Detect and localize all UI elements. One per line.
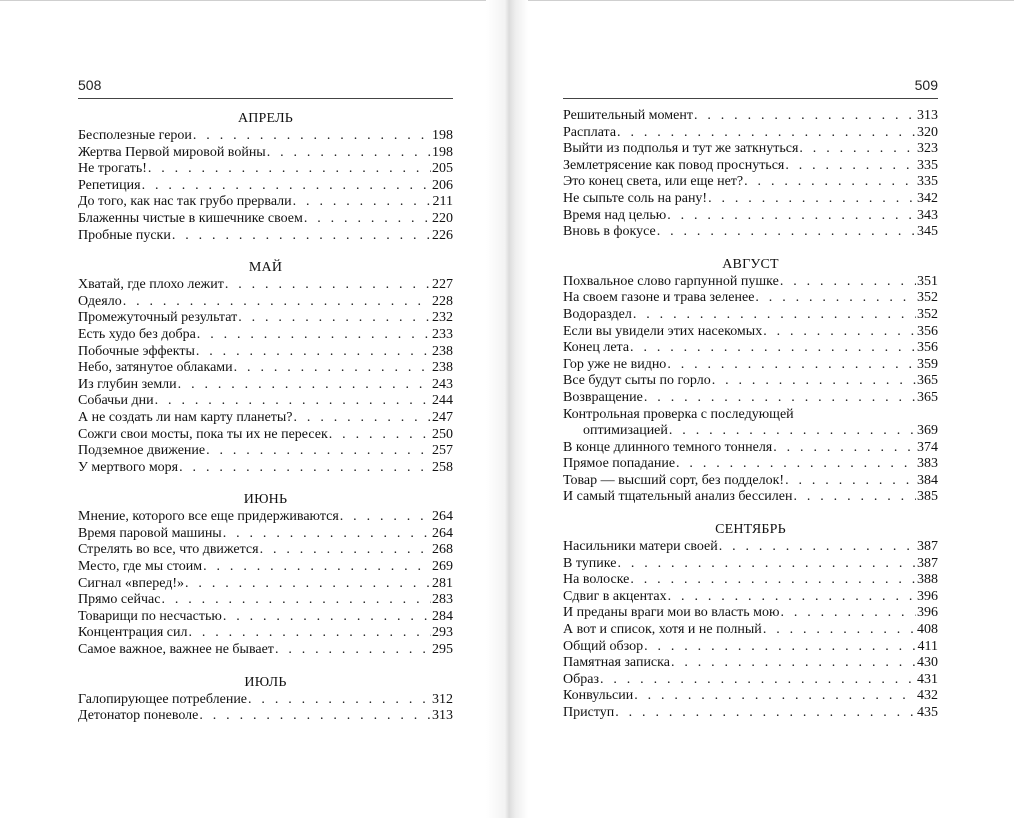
dot-leader — [148, 161, 431, 178]
toc-entry — [563, 489, 938, 506]
toc-entry-title: Концентрация сил — [78, 625, 188, 641]
dot-leader — [615, 705, 916, 722]
toc-entry — [78, 294, 453, 311]
dot-leader — [123, 294, 431, 311]
toc-entry-title: Похвальное слово гарпунной пушке — [563, 273, 779, 289]
dot-leader — [223, 609, 431, 626]
toc-entry-page: 320 — [917, 124, 938, 140]
dot-leader — [785, 473, 916, 490]
toc-entry-title: Есть худо без добра — [78, 326, 196, 342]
dot-leader — [294, 410, 431, 427]
dot-leader — [763, 324, 916, 341]
toc-entry-title: Землетрясение как повод проснуться — [563, 157, 785, 173]
toc-entry-page: 432 — [917, 688, 938, 704]
toc-entry-page: 359 — [917, 356, 938, 372]
dot-leader — [780, 605, 916, 622]
dot-leader — [712, 373, 916, 390]
toc-entry — [563, 572, 938, 589]
toc-entry — [563, 639, 938, 656]
dot-leader — [197, 327, 431, 344]
toc-entry-title: Побочные эффекты — [78, 343, 195, 359]
toc-entry-title: Это конец света, или еще нет? — [563, 174, 744, 190]
toc-entry-page: 365 — [917, 389, 938, 405]
toc-entry-title: И самый тщательный анализ бессилен — [563, 489, 793, 505]
toc-entry-page: 369 — [917, 423, 938, 439]
dot-leader — [203, 559, 431, 576]
toc-right — [563, 108, 938, 722]
toc-entry-title: Из глубин земли — [78, 376, 177, 392]
toc-entry — [78, 559, 453, 576]
toc-entry — [563, 688, 938, 705]
toc-entry-page: 238 — [432, 360, 453, 376]
page-number-left: 508 — [78, 77, 102, 93]
toc-entry-page: 345 — [917, 224, 938, 240]
toc-entry — [78, 178, 453, 195]
toc-entry-page: 312 — [432, 691, 453, 707]
dot-leader — [206, 443, 431, 460]
toc-entry-page: 227 — [432, 277, 453, 293]
toc-entry-page: 343 — [917, 207, 938, 223]
dot-leader — [667, 208, 916, 225]
toc-entry-page: 226 — [432, 227, 453, 243]
toc-entry-page: 408 — [917, 622, 938, 638]
toc-entry-title: Сдвиг в акцентах — [563, 588, 667, 604]
toc-entry-title: Конец лета — [563, 340, 630, 356]
toc-entry-title: Время над целью — [563, 207, 667, 223]
dot-leader — [667, 357, 916, 374]
toc-entry-page: 335 — [917, 174, 938, 190]
toc-entry-page: 323 — [917, 141, 938, 157]
toc-entry-title: И преданы враги мои во власть мою — [563, 605, 780, 621]
book-gutter — [486, 0, 528, 818]
right-page — [563, 0, 938, 818]
toc-entry-title: Памятная записка — [563, 655, 670, 671]
dot-leader — [267, 145, 431, 162]
toc-entry-page: 205 — [432, 161, 453, 177]
toc-entry-title: Блаженны чистые в кишечнике своем — [78, 210, 303, 226]
toc-entry-title: Не трогать! — [78, 161, 147, 177]
dot-leader — [708, 191, 916, 208]
toc-entry-page: 435 — [917, 705, 938, 720]
toc-entry-title: А вот и список, хотя и не полный — [563, 622, 762, 638]
dot-leader — [179, 460, 431, 477]
toc-entry-title: Товар — высший сорт, без подделок! — [563, 472, 785, 488]
toc-entry-title: Одеяло — [78, 293, 122, 309]
toc-entry — [78, 576, 453, 593]
toc-entry-page: 352 — [917, 306, 938, 322]
toc-entry-page: 313 — [917, 108, 938, 123]
toc-entry-title: Жертва Первой мировой войны — [78, 144, 266, 160]
month-heading: ИЮНЬ — [243, 492, 288, 508]
dot-leader — [225, 277, 431, 294]
toc-entry-title: Прямо сейчас — [78, 592, 161, 608]
toc-entry-title: Не сыпьте соль на рану! — [563, 190, 708, 206]
toc-entry — [78, 609, 453, 626]
toc-entry — [563, 539, 938, 556]
dot-leader — [668, 589, 916, 606]
toc-entry-page: 264 — [432, 525, 453, 541]
toc-entry-page: 374 — [917, 439, 938, 455]
toc-left — [78, 108, 453, 725]
toc-entry — [78, 344, 453, 361]
toc-entry — [78, 427, 453, 444]
toc-entry-title: Время паровой машины — [78, 525, 222, 541]
toc-entry — [563, 357, 938, 374]
toc-entry — [78, 443, 453, 460]
toc-entry — [563, 208, 938, 225]
toc-entry-title: В тупике — [563, 555, 617, 571]
dot-leader — [329, 427, 431, 444]
dot-leader — [671, 655, 916, 672]
toc-entry-page: 211 — [432, 194, 453, 210]
header-rule-left — [78, 98, 453, 99]
toc-entry-page: 264 — [432, 509, 453, 525]
month-heading: СЕНТЯБРЬ — [715, 522, 786, 538]
header-rule-right — [563, 98, 938, 99]
dot-leader — [199, 708, 431, 725]
dot-leader — [188, 625, 431, 642]
toc-entry-title: В конце длинного темного тоннеля — [563, 439, 773, 455]
toc-entry-title-line: Контрольная проверка с последующей — [563, 406, 794, 422]
toc-entry-page: 383 — [917, 456, 938, 472]
toc-entry-page: 268 — [432, 542, 453, 558]
toc-entry — [563, 556, 938, 573]
dot-leader — [161, 592, 431, 609]
dot-leader — [755, 290, 916, 307]
toc-entry-page: 430 — [917, 655, 938, 671]
dot-leader — [793, 489, 916, 506]
toc-entry — [563, 191, 938, 208]
toc-entry-title: Расплата — [563, 124, 617, 140]
toc-entry — [563, 589, 938, 606]
dot-leader — [617, 125, 916, 142]
toc-entry — [78, 410, 453, 427]
dot-leader — [744, 174, 916, 191]
toc-entry — [78, 509, 453, 526]
dot-leader — [799, 141, 916, 158]
toc-entry-page: 411 — [917, 638, 938, 654]
toc-entry — [563, 324, 938, 341]
toc-entry-title: Небо, затянутое облаками — [78, 360, 233, 376]
toc-entry-title: А не создать ли нам карту планеты? — [78, 409, 293, 425]
toc-entry — [78, 642, 453, 659]
toc-entry-title: Собачьи дни — [78, 393, 154, 409]
dot-leader — [234, 360, 431, 377]
toc-entry-page: 351 — [917, 273, 938, 289]
dot-leader — [644, 639, 916, 656]
toc-entry-page: 396 — [917, 588, 938, 604]
toc-entry-page: 385 — [917, 489, 938, 505]
toc-entry-title: Репетиция — [78, 177, 141, 193]
toc-entry-page: 269 — [432, 559, 453, 575]
dot-leader — [719, 539, 916, 556]
toc-entry — [563, 655, 938, 672]
dot-leader — [657, 224, 916, 241]
toc-entry-title: Галопирующее потребление — [78, 691, 248, 707]
dot-leader — [238, 310, 431, 327]
toc-entry-page: 342 — [917, 190, 938, 206]
dot-leader — [260, 542, 431, 559]
toc-entry — [78, 194, 453, 211]
toc-entry — [78, 692, 453, 709]
toc-entry-page: 295 — [432, 642, 453, 658]
page-number-right: 509 — [914, 77, 938, 93]
toc-entry-title: Если вы увидели этих насекомых — [563, 323, 763, 339]
toc-entry-page: 365 — [917, 373, 938, 389]
toc-entry-title: Вновь в фокусе — [563, 224, 656, 240]
toc-entry-page: 356 — [917, 323, 938, 339]
toc-entry-title: На своем газоне и трава зеленее — [563, 290, 755, 306]
toc-entry-page: 220 — [432, 210, 453, 226]
toc-entry-page: 431 — [917, 671, 938, 687]
toc-entry-page: 232 — [432, 310, 453, 326]
toc-entry — [78, 145, 453, 162]
toc-entry-page: 293 — [432, 625, 453, 641]
toc-entry — [563, 290, 938, 307]
toc-entry-title: Образ — [563, 671, 599, 687]
toc-entry-page: 281 — [432, 575, 453, 591]
dot-leader — [185, 576, 431, 593]
toc-entry-title: Детонатор поневоле — [78, 708, 199, 724]
toc-entry-title: Общий обзор — [563, 638, 644, 654]
toc-entry-title: До того, как нас так грубо прервали — [78, 194, 292, 210]
toc-entry — [563, 158, 938, 175]
toc-entry-title: Промежуточный результат — [78, 310, 238, 326]
left-page — [78, 0, 453, 818]
toc-entry-title: Подземное движение — [78, 443, 206, 459]
toc-entry-title: Хватай, где плохо лежит — [78, 277, 224, 293]
toc-entry — [563, 672, 938, 689]
toc-entry — [563, 390, 938, 407]
toc-entry-title: Сожги свои мосты, пока ты их не пересек — [78, 426, 328, 442]
dot-leader — [630, 340, 916, 357]
toc-entry — [563, 224, 938, 241]
dot-leader — [178, 377, 431, 394]
toc-entry-page: 384 — [917, 472, 938, 488]
dot-leader — [172, 228, 431, 245]
toc-entry-page: 313 — [432, 708, 453, 724]
toc-entry — [78, 327, 453, 344]
toc-entry — [563, 307, 938, 324]
dot-leader — [676, 456, 916, 473]
dot-leader — [142, 178, 431, 195]
toc-entry-page: 335 — [917, 157, 938, 173]
toc-entry — [78, 460, 453, 477]
dot-leader — [600, 672, 916, 689]
toc-entry — [78, 277, 453, 294]
toc-entry — [563, 423, 938, 440]
dot-leader — [248, 692, 431, 709]
dot-leader — [644, 390, 916, 407]
toc-entry — [563, 705, 938, 722]
toc-entry-title: Самое важное, важнее не бывает — [78, 642, 274, 658]
toc-entry-title: Выйти из подполья и тут же заткнуться — [563, 141, 799, 157]
toc-entry-title: Решительный момент — [563, 108, 693, 123]
toc-entry-title: Мнение, которого все еще придерживаются — [78, 509, 339, 525]
dot-leader — [617, 556, 916, 573]
toc-entry-page: 388 — [917, 572, 938, 588]
dot-leader — [630, 572, 916, 589]
dot-leader — [196, 344, 431, 361]
month-heading: АВГУСТ — [722, 256, 779, 272]
dot-leader — [340, 509, 431, 526]
toc-entry-page: 283 — [432, 592, 453, 608]
toc-entry-page: 243 — [432, 376, 453, 392]
dot-leader — [633, 307, 916, 324]
toc-entry-title: Водораздел — [563, 306, 632, 322]
toc-entry — [563, 605, 938, 622]
toc-entry-title: На волоске — [563, 572, 630, 588]
toc-entry — [78, 526, 453, 543]
toc-entry — [563, 622, 938, 639]
toc-entry-page: 244 — [432, 393, 453, 409]
dot-leader — [155, 393, 431, 410]
month-heading: ИЮЛЬ — [244, 674, 287, 690]
toc-entry-page: 238 — [432, 343, 453, 359]
toc-entry-page: 356 — [917, 340, 938, 356]
dot-leader — [694, 108, 916, 125]
toc-entry — [78, 625, 453, 642]
toc-entry — [78, 211, 453, 228]
toc-entry-page: 257 — [432, 443, 453, 459]
toc-entry — [563, 440, 938, 457]
toc-entry — [563, 108, 938, 125]
toc-entry — [78, 228, 453, 245]
toc-entry-title: Бесполезные герои — [78, 128, 192, 143]
toc-entry — [563, 340, 938, 357]
toc-entry-title: Стрелять во все, что движется — [78, 542, 259, 558]
toc-entry-page: 387 — [917, 539, 938, 555]
toc-entry — [563, 473, 938, 490]
toc-entry-page: 198 — [432, 144, 453, 160]
toc-entry-page: 258 — [432, 459, 453, 475]
toc-entry-page: 233 — [432, 326, 453, 342]
toc-entry-title: Гор уже не видно — [563, 356, 667, 372]
toc-entry-page: 198 — [432, 128, 453, 143]
toc-entry-title: Насильники матери своей — [563, 539, 718, 555]
dot-leader — [634, 688, 916, 705]
dot-leader — [669, 423, 916, 440]
dot-leader — [785, 158, 916, 175]
toc-entry — [78, 708, 453, 725]
month-heading: АПРЕЛЬ — [237, 111, 294, 126]
toc-entry — [78, 310, 453, 327]
toc-entry-page: 247 — [432, 409, 453, 425]
toc-entry — [78, 377, 453, 394]
toc-entry — [78, 161, 453, 178]
toc-entry — [563, 373, 938, 390]
dot-leader — [304, 211, 431, 228]
toc-entry-page: 206 — [432, 177, 453, 193]
toc-entry-title: Пробные пуски — [78, 227, 171, 243]
toc-entry — [563, 274, 938, 291]
toc-entry-page: 396 — [917, 605, 938, 621]
toc-entry-page: 228 — [432, 293, 453, 309]
dot-leader — [223, 526, 431, 543]
toc-entry-title: Приступ — [563, 705, 615, 720]
dot-leader — [780, 274, 916, 291]
toc-entry — [78, 542, 453, 559]
dot-leader — [763, 622, 916, 639]
toc-entry — [563, 174, 938, 191]
toc-entry-page: 250 — [432, 426, 453, 442]
toc-entry — [563, 141, 938, 158]
toc-entry-page: 352 — [917, 290, 938, 306]
toc-entry-title: Возвращение — [563, 389, 643, 405]
toc-entry — [78, 592, 453, 609]
toc-entry — [563, 125, 938, 142]
toc-entry-title: Прямое попадание — [563, 456, 676, 472]
month-heading: МАЙ — [248, 260, 283, 276]
toc-entry-title: У мертвого моря — [78, 459, 179, 475]
toc-entry — [78, 360, 453, 377]
dot-leader — [293, 194, 432, 211]
toc-entry-page: 284 — [432, 608, 453, 624]
toc-entry — [78, 393, 453, 410]
dot-leader — [193, 128, 431, 145]
toc-entry — [563, 456, 938, 473]
toc-entry-page: 387 — [917, 555, 938, 571]
dot-leader — [275, 642, 431, 659]
toc-entry — [78, 128, 453, 145]
dot-leader — [773, 440, 916, 457]
toc-entry-title: Сигнал «вперед!» — [78, 575, 185, 591]
toc-entry-title: оптимизацией — [583, 423, 668, 439]
toc-entry-title: Конвульсии — [563, 688, 634, 704]
toc-entry-title: Все будут сыты по горло — [563, 373, 711, 389]
toc-entry-title: Товарищи по несчастью — [78, 608, 222, 624]
toc-entry-title: Место, где мы стоим — [78, 559, 203, 575]
